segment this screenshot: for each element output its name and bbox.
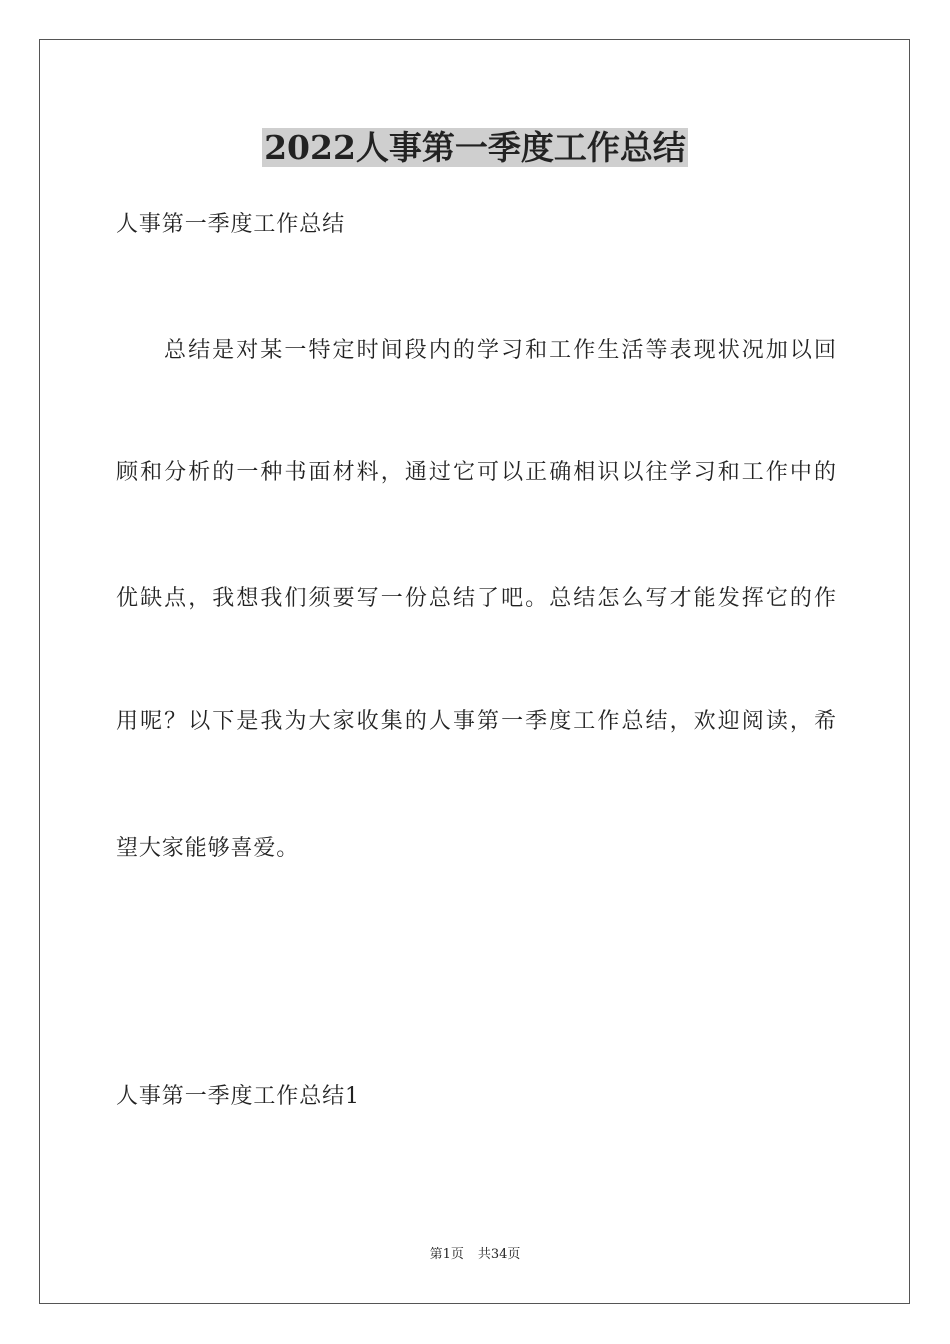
intro-line-2: 顾和分析的一种书面材料，通过它可以正确相识以往学习和工作中的 [116, 460, 836, 485]
document-title-text: 2022人事第一季度工作总结 [264, 128, 686, 167]
intro-line-3: 优缺点，我想我们须要写一份总结了吧。总结怎么写才能发挥它的作 [116, 586, 836, 611]
page-footer [0, 1246, 950, 1264]
document-title [0, 126, 950, 170]
intro-line-4: 用呢？以下是我为大家收集的人事第一季度工作总结，欢迎阅读，希 [116, 709, 836, 734]
page-number: 第1页 [429, 1247, 464, 1262]
document-subtitle: 人事第一季度工作总结 [116, 212, 346, 237]
page-total: 共34页 [477, 1247, 521, 1262]
section-heading: 人事第一季度工作总结1 [116, 1084, 360, 1109]
intro-line-5: 望大家能够喜爱。 [116, 836, 300, 861]
intro-line-1: 总结是对某一特定时间段内的学习和工作生活等表现状况加以回 [164, 338, 836, 363]
